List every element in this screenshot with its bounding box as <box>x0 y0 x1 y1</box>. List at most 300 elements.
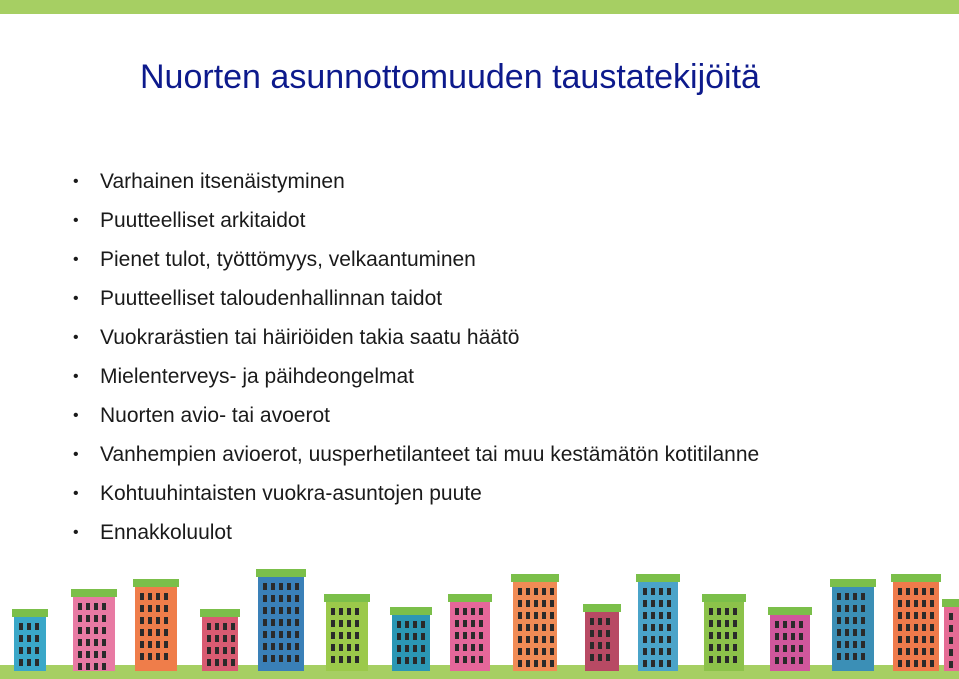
building-window <box>295 595 299 602</box>
building-window <box>845 617 849 624</box>
building-window <box>853 653 857 660</box>
building-window <box>853 617 857 624</box>
building-window <box>949 613 953 620</box>
building-window <box>355 644 359 651</box>
building-window <box>914 660 918 667</box>
building-window <box>733 608 737 615</box>
building-window <box>455 608 459 615</box>
building-window <box>86 651 90 658</box>
building-window <box>279 619 283 626</box>
building-window <box>922 660 926 667</box>
building-roof <box>583 604 621 612</box>
building-window <box>231 659 235 666</box>
building-window <box>791 657 795 664</box>
building-window <box>279 607 283 614</box>
building-window <box>463 608 467 615</box>
building-window <box>799 645 803 652</box>
list-item <box>70 240 759 279</box>
building-window <box>733 656 737 663</box>
list-item <box>70 474 759 513</box>
building-window <box>643 612 647 619</box>
building-window <box>659 624 663 631</box>
building-window <box>223 659 227 666</box>
building-window <box>279 655 283 662</box>
building-window <box>347 632 351 639</box>
building-window <box>148 641 152 648</box>
building-window <box>922 588 926 595</box>
building-window <box>148 605 152 612</box>
building-window <box>837 653 841 660</box>
building-window <box>207 635 211 642</box>
building-window <box>355 620 359 627</box>
list-item <box>70 279 759 318</box>
building-window <box>156 629 160 636</box>
building-roof <box>768 607 812 615</box>
building-window <box>717 608 721 615</box>
building-window <box>355 656 359 663</box>
building-window <box>651 660 655 667</box>
building-window <box>542 636 546 643</box>
building-window <box>775 621 779 628</box>
building-window <box>331 632 335 639</box>
building-window <box>102 639 106 646</box>
list-item-text: Puutteelliset arkitaidot <box>100 209 306 232</box>
building-window <box>455 644 459 651</box>
building-window <box>709 656 713 663</box>
building-window <box>606 618 610 625</box>
building-window <box>922 624 926 631</box>
building-window <box>102 627 106 634</box>
building-window <box>463 656 467 663</box>
building-window <box>550 648 554 655</box>
building-window <box>263 583 267 590</box>
building-window <box>534 612 538 619</box>
building-window <box>659 588 663 595</box>
building-roof <box>830 579 876 587</box>
building-window <box>643 636 647 643</box>
building-window <box>906 648 910 655</box>
building-window <box>717 620 721 627</box>
building-window <box>837 641 841 648</box>
building-window <box>295 607 299 614</box>
building-window <box>164 653 168 660</box>
building-window <box>339 632 343 639</box>
list-item-text: Vanhempien avioerot, uusperhetilanteet tai muu kestämätön kotitilanne <box>100 443 760 466</box>
building-window <box>898 624 902 631</box>
building-window <box>279 643 283 650</box>
building-window <box>775 657 779 664</box>
building-window <box>463 644 467 651</box>
building-window <box>861 641 865 648</box>
building-window <box>837 617 841 624</box>
building-window <box>550 588 554 595</box>
building-window <box>331 620 335 627</box>
building-window <box>667 612 671 619</box>
building-window <box>659 660 663 667</box>
list-item-text: Varhainen itsenäistyminen <box>100 170 345 193</box>
building-roof <box>891 574 941 582</box>
building-window <box>223 623 227 630</box>
building-roof <box>256 569 306 577</box>
building-window <box>861 629 865 636</box>
building-window <box>717 632 721 639</box>
building-window <box>148 653 152 660</box>
building-window <box>791 645 795 652</box>
building-window <box>86 639 90 646</box>
building-window <box>898 648 902 655</box>
building-window <box>231 647 235 654</box>
bullet-icon: • <box>73 251 79 268</box>
building-window <box>861 653 865 660</box>
building-window <box>651 600 655 607</box>
bullet-icon: • <box>73 446 79 463</box>
building-window <box>799 621 803 628</box>
building-window <box>355 632 359 639</box>
building-window <box>799 657 803 664</box>
bullet-icon: • <box>73 368 79 385</box>
building-window <box>331 644 335 651</box>
buildings-illustration-icon <box>0 565 959 679</box>
building-window <box>590 654 594 661</box>
building-window <box>271 619 275 626</box>
building-window <box>526 660 530 667</box>
building-window <box>27 635 31 642</box>
building-window <box>526 588 530 595</box>
building-roof <box>200 609 240 617</box>
building-window <box>215 647 219 654</box>
building-window <box>263 631 267 638</box>
building-window <box>164 641 168 648</box>
building-window <box>140 641 144 648</box>
building-roof <box>133 579 179 587</box>
building-window <box>534 636 538 643</box>
building-window <box>930 612 934 619</box>
building-window <box>914 624 918 631</box>
building-window <box>906 600 910 607</box>
building-window <box>413 657 417 664</box>
building-window <box>906 660 910 667</box>
list-item <box>70 357 759 396</box>
building-window <box>518 660 522 667</box>
building-window <box>898 660 902 667</box>
building-window <box>86 615 90 622</box>
building-window <box>590 642 594 649</box>
building-window <box>405 657 409 664</box>
building-window <box>725 656 729 663</box>
building-window <box>86 663 90 670</box>
building-window <box>263 655 267 662</box>
building-window <box>709 608 713 615</box>
building-window <box>518 612 522 619</box>
bullet-icon: • <box>73 173 79 190</box>
bullet-icon: • <box>73 407 79 424</box>
building-window <box>534 588 538 595</box>
building-window <box>922 612 926 619</box>
building-window <box>78 603 82 610</box>
building-window <box>413 645 417 652</box>
building-window <box>775 633 779 640</box>
building-window <box>651 588 655 595</box>
bullet-icon: • <box>73 329 79 346</box>
building-window <box>339 656 343 663</box>
building-window <box>27 659 31 666</box>
building-window <box>837 605 841 612</box>
building-window <box>347 608 351 615</box>
building-window <box>471 620 475 627</box>
building-window <box>733 644 737 651</box>
building-window <box>906 588 910 595</box>
building-window <box>19 635 23 642</box>
building-window <box>930 660 934 667</box>
building-window <box>339 644 343 651</box>
building-window <box>667 624 671 631</box>
building-window <box>140 629 144 636</box>
building-window <box>799 633 803 640</box>
building-window <box>295 655 299 662</box>
building-window <box>783 645 787 652</box>
list-item <box>70 318 759 357</box>
building-window <box>397 645 401 652</box>
building-window <box>598 618 602 625</box>
building-window <box>94 627 98 634</box>
building-window <box>590 618 594 625</box>
building-window <box>949 637 953 644</box>
building-window <box>148 617 152 624</box>
building-window <box>35 659 39 666</box>
building-window <box>156 641 160 648</box>
building-window <box>405 621 409 628</box>
building-window <box>709 620 713 627</box>
building-window <box>922 636 926 643</box>
building-roof <box>324 594 370 602</box>
list-item-text: Nuorten avio- tai avoerot <box>100 404 330 427</box>
building-window <box>930 600 934 607</box>
building-window <box>19 659 23 666</box>
building-window <box>550 660 554 667</box>
building-window <box>949 625 953 632</box>
building-window <box>156 605 160 612</box>
building-window <box>534 660 538 667</box>
building-window <box>263 595 267 602</box>
building-window <box>279 595 283 602</box>
building-window <box>295 631 299 638</box>
bullet-icon: • <box>73 212 79 229</box>
building-window <box>837 593 841 600</box>
building-roof <box>636 574 680 582</box>
building-window <box>263 607 267 614</box>
building-window <box>287 631 291 638</box>
building-window <box>898 612 902 619</box>
building-window <box>287 595 291 602</box>
building-window <box>709 644 713 651</box>
building-window <box>914 600 918 607</box>
building-window <box>550 636 554 643</box>
building-window <box>295 619 299 626</box>
building-window <box>542 600 546 607</box>
building-window <box>102 651 106 658</box>
top-accent-bar <box>0 0 959 14</box>
bullet-list <box>70 162 759 552</box>
building-window <box>898 600 902 607</box>
building-window <box>215 635 219 642</box>
building-window <box>930 648 934 655</box>
building-window <box>479 644 483 651</box>
building-window <box>455 632 459 639</box>
building-window <box>421 645 425 652</box>
building-window <box>643 648 647 655</box>
building-window <box>783 633 787 640</box>
building-window <box>542 660 546 667</box>
list-item-text: Mielenterveys- ja päihdeongelmat <box>100 365 415 388</box>
building-window <box>263 643 267 650</box>
building-window <box>463 632 467 639</box>
building-window <box>898 588 902 595</box>
building-window <box>949 649 953 656</box>
building-window <box>518 648 522 655</box>
building-window <box>148 593 152 600</box>
building-window <box>455 620 459 627</box>
building-window <box>287 643 291 650</box>
building-window <box>725 632 729 639</box>
building-window <box>898 636 902 643</box>
building-window <box>207 647 211 654</box>
building-window <box>471 608 475 615</box>
building-window <box>287 607 291 614</box>
building-window <box>397 657 401 664</box>
building-window <box>914 648 918 655</box>
building-window <box>783 621 787 628</box>
building-window <box>421 633 425 640</box>
building-window <box>86 627 90 634</box>
building-window <box>949 661 953 668</box>
building-window <box>231 623 235 630</box>
building-window <box>279 583 283 590</box>
building-window <box>906 612 910 619</box>
building-window <box>140 593 144 600</box>
building-window <box>479 620 483 627</box>
building-window <box>140 617 144 624</box>
building-window <box>667 648 671 655</box>
building-window <box>78 627 82 634</box>
building-window <box>845 629 849 636</box>
building-window <box>148 629 152 636</box>
building-window <box>845 641 849 648</box>
building-window <box>667 660 671 667</box>
building-window <box>914 588 918 595</box>
building-window <box>550 600 554 607</box>
building-window <box>791 633 795 640</box>
building-window <box>526 636 530 643</box>
list-item <box>70 435 759 474</box>
list-item-text: Puutteelliset taloudenhallinnan taidot <box>100 287 443 310</box>
building-window <box>35 647 39 654</box>
building-window <box>853 593 857 600</box>
building-roof <box>702 594 746 602</box>
slide-title: Nuorten asunnottomuuden taustatekijöitä <box>140 58 760 96</box>
building-window <box>463 620 467 627</box>
building-window <box>775 645 779 652</box>
building-window <box>643 660 647 667</box>
building-window <box>156 653 160 660</box>
building-window <box>223 647 227 654</box>
building-window <box>479 608 483 615</box>
building-window <box>518 636 522 643</box>
building-window <box>78 639 82 646</box>
list-item <box>70 201 759 240</box>
building-window <box>421 621 425 628</box>
building-window <box>930 624 934 631</box>
building-window <box>783 657 787 664</box>
list-item <box>70 513 759 552</box>
building-roof <box>390 607 432 615</box>
building-window <box>542 624 546 631</box>
building-window <box>471 656 475 663</box>
list-item-text: Vuokrarästien tai häiriöiden takia saatu häätö <box>100 326 520 349</box>
building-window <box>287 583 291 590</box>
building-window <box>667 600 671 607</box>
building-window <box>102 615 106 622</box>
building-window <box>534 648 538 655</box>
building-window <box>347 656 351 663</box>
building-window <box>295 583 299 590</box>
building-window <box>94 603 98 610</box>
building-window <box>471 644 475 651</box>
building-window <box>733 632 737 639</box>
list-item-text: Ennakkoluulot <box>100 521 232 544</box>
building-window <box>164 593 168 600</box>
building-window <box>94 615 98 622</box>
building-window <box>271 583 275 590</box>
building-window <box>263 619 267 626</box>
building-window <box>279 631 283 638</box>
building-window <box>606 642 610 649</box>
building-window <box>455 656 459 663</box>
building-window <box>709 632 713 639</box>
building-window <box>479 632 483 639</box>
building-window <box>19 647 23 654</box>
building-roof <box>12 609 48 617</box>
building-window <box>164 629 168 636</box>
building-window <box>518 588 522 595</box>
building-window <box>725 644 729 651</box>
building-roof <box>448 594 492 602</box>
building-window <box>598 630 602 637</box>
building-roof <box>942 599 959 607</box>
building-window <box>845 593 849 600</box>
building-window <box>27 647 31 654</box>
building-window <box>542 588 546 595</box>
building-window <box>78 615 82 622</box>
building-window <box>27 623 31 630</box>
building-window <box>651 648 655 655</box>
building-window <box>518 600 522 607</box>
building-window <box>518 624 522 631</box>
building-window <box>331 608 335 615</box>
list-item <box>70 396 759 435</box>
building-window <box>526 648 530 655</box>
building-window <box>853 605 857 612</box>
building-roof <box>71 589 117 597</box>
building-window <box>930 588 934 595</box>
building-window <box>717 656 721 663</box>
building-window <box>405 645 409 652</box>
building-window <box>725 620 729 627</box>
building-window <box>413 633 417 640</box>
building-window <box>94 663 98 670</box>
building-window <box>853 629 857 636</box>
building-window <box>837 629 841 636</box>
list-item-text: Pienet tulot, työttömyys, velkaantuminen <box>100 248 476 271</box>
